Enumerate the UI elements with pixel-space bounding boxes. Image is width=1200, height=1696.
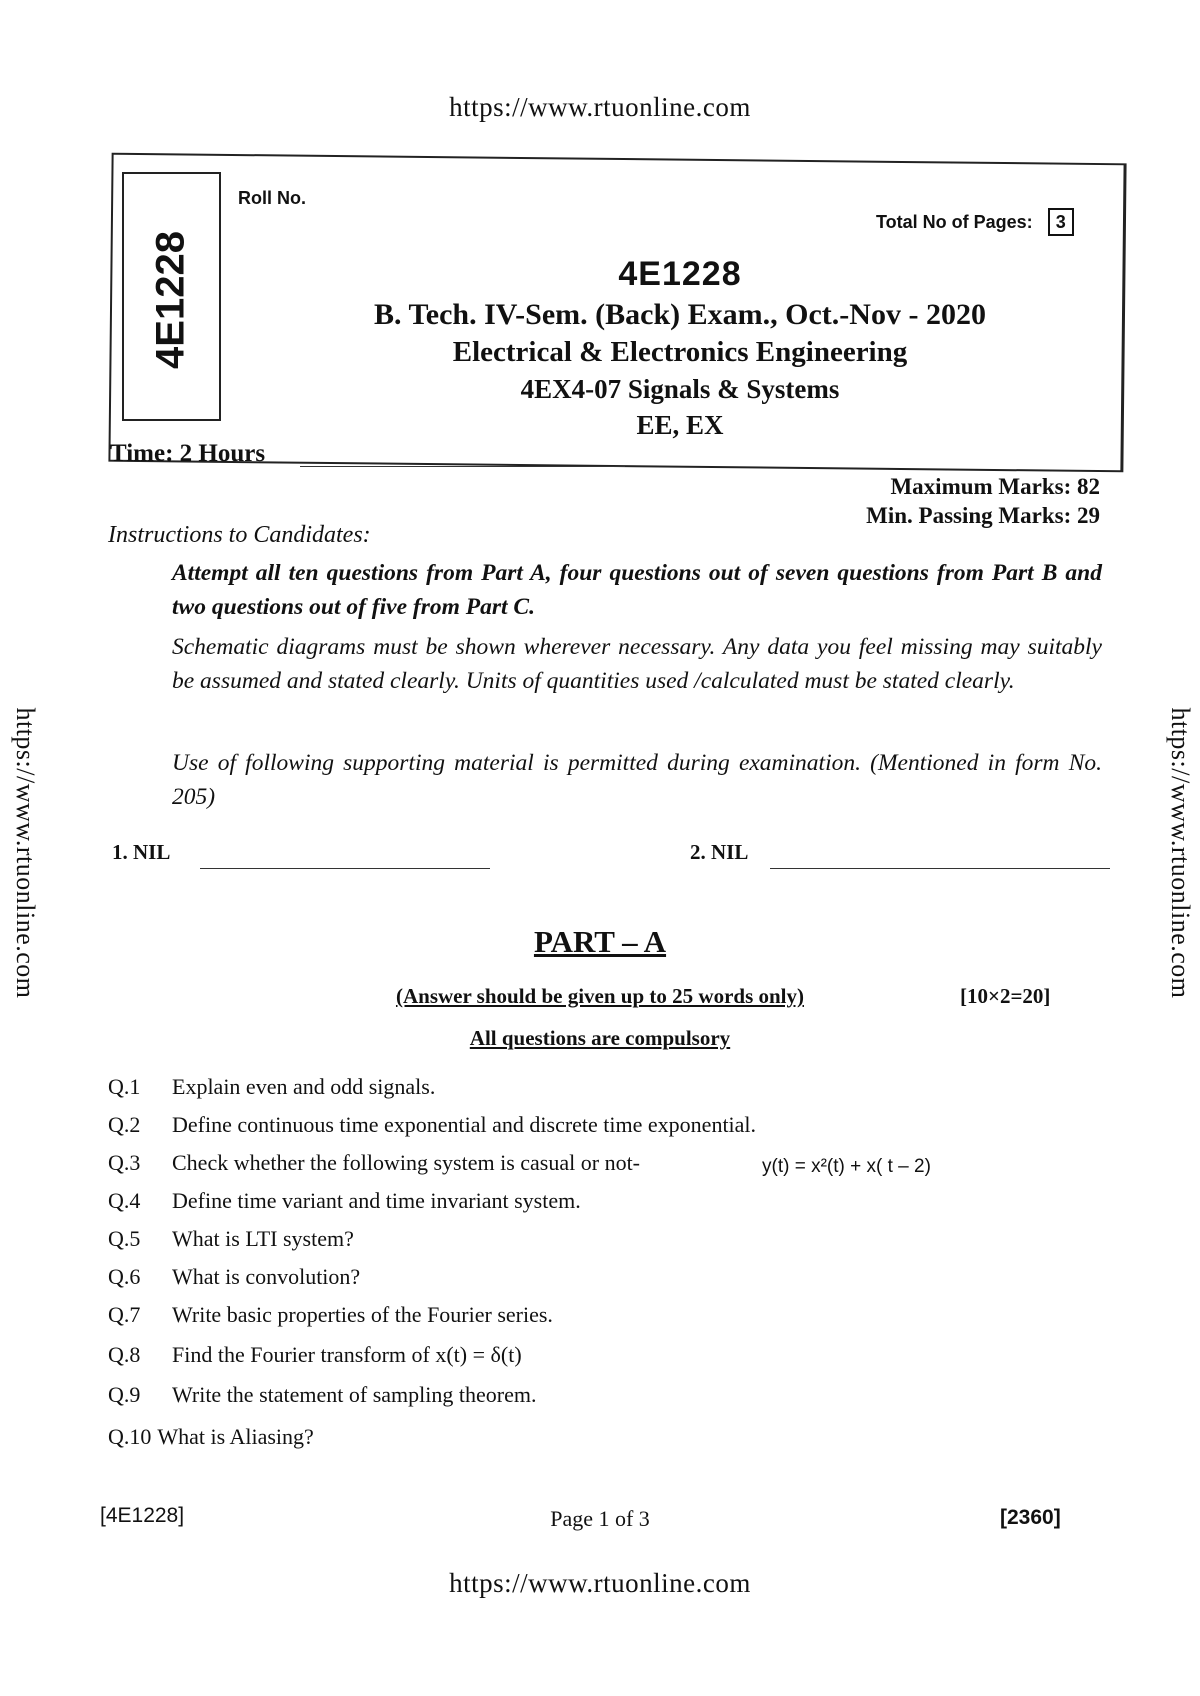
question-text: Write the statement of sampling theorem. (172, 1382, 537, 1407)
question-number: Q.8 (108, 1342, 141, 1367)
supporting-material-2: 2. NIL (690, 840, 749, 864)
divider-line (300, 466, 625, 467)
part-a-title: PART – A (533, 924, 667, 959)
part-a-subtitle: (Answer should be given up to 25 words only) (395, 984, 804, 1008)
instruction-paragraph-3: Use of following supporting material is permitted during examination. (Mentioned in form No. 205) (172, 750, 1102, 810)
paper-code-vertical: 4E1228 (148, 231, 193, 369)
question-3-equation: y(t) = x²(t) + x( t – 2) (762, 1156, 931, 1177)
question-5 (108, 1226, 354, 1252)
question-10 (108, 1424, 314, 1450)
question-number: Q.3 (108, 1150, 141, 1175)
question-number: Q.5 (108, 1226, 141, 1251)
part-a-marks: [10×2=20] (960, 984, 1051, 1008)
part-a-note: All questions are compulsory (469, 1026, 731, 1050)
underline-1 (200, 868, 490, 869)
subject-name: 4EX4-07 Signals & Systems (520, 374, 840, 404)
maximum-marks: Maximum Marks: 82 (890, 474, 1100, 499)
branch-codes: EE, EX (636, 410, 724, 440)
watermark-url-left: https://www.rtuonline.com (11, 707, 40, 999)
instruction-paragraph-1: Attempt all ten questions from Part A, four questions out of seven questions from Part B and two questions out of five from Part C. (172, 560, 1102, 620)
question-number: Q.4 (108, 1188, 141, 1213)
question-text: Find the Fourier transform of x(t) = δ(t) (172, 1342, 522, 1367)
question-8 (108, 1342, 522, 1368)
question-text: Write basic properties of the Fourier series. (172, 1302, 553, 1327)
question-number: Q.7 (108, 1302, 141, 1327)
question-6 (108, 1264, 360, 1290)
question-text: Define continuous time exponential and discrete time exponential. (172, 1112, 757, 1137)
total-pages-value: 3 (1048, 208, 1074, 236)
watermark-url-bottom: https://www.rtuonline.com (449, 1568, 751, 1598)
question-7 (108, 1302, 553, 1328)
question-text: Explain even and odd signals. (172, 1074, 436, 1099)
footer-serial-number: [2360] (1000, 1506, 1061, 1529)
footer-page-number: Page 1 of 3 (550, 1506, 650, 1531)
question-text: Check whether the following system is casual or not- (172, 1150, 641, 1175)
total-pages-label: Total No of Pages: (876, 212, 1033, 232)
question-number: Q.2 (108, 1112, 141, 1137)
watermark-url-top: https://www.rtuonline.com (449, 92, 751, 122)
question-1 (108, 1074, 435, 1100)
question-number: Q.10 (108, 1424, 152, 1449)
exam-time: Time: 2 Hours (110, 440, 266, 467)
total-pages (876, 208, 1074, 236)
exam-title: B. Tech. IV-Sem. (Back) Exam., Oct.-Nov - 2020 (374, 298, 986, 331)
question-number: Q.6 (108, 1264, 141, 1289)
question-2 (108, 1112, 756, 1138)
watermark-url-right: https://www.rtuonline.com (1166, 707, 1195, 999)
instructions-title: Instructions to Candidates: (108, 522, 371, 548)
min-passing-marks: Min. Passing Marks: 29 (866, 503, 1100, 528)
paper-code-title: 4E1228 (618, 255, 742, 293)
question-9 (108, 1382, 536, 1408)
footer-paper-code: [4E1228] (100, 1504, 185, 1527)
instruction-paragraph-2: Schematic diagrams must be shown wherever necessary. Any data you feel missing may suitably be assumed and stated clearly. Units of quantities used /calculated must be stated clearly. (172, 634, 1102, 694)
question-number: Q.1 (108, 1074, 141, 1099)
question-text: Define time variant and time invariant system. (172, 1188, 581, 1213)
question-number: Q.9 (108, 1382, 141, 1407)
branch-name: Electrical & Electronics Engineering (452, 336, 908, 368)
supporting-material-1: 1. NIL (112, 840, 171, 864)
underline-2 (770, 868, 1110, 869)
question-text: What is convolution? (172, 1264, 361, 1289)
question-text: What is LTI system? (172, 1226, 354, 1251)
question-4 (108, 1188, 581, 1214)
question-text: What is Aliasing? (157, 1424, 314, 1449)
roll-number-label: Roll No. (238, 188, 306, 208)
question-3 (108, 1150, 640, 1176)
